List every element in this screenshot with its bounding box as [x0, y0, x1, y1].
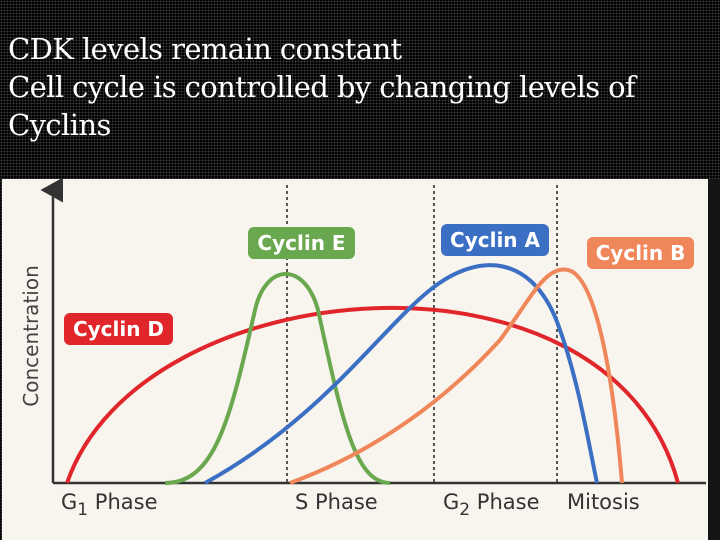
y-axis-label: Concentration [19, 265, 43, 407]
cyclin-e-label [248, 227, 355, 259]
cyclin-d-label [64, 313, 173, 345]
cyclin-a-label [441, 224, 549, 256]
cyclin-e-label-text: Cyclin E [257, 231, 346, 255]
cyclin-a-curve [205, 265, 597, 483]
title-line-2: Cell cycle is controlled by changing levels of [8, 70, 636, 104]
cyclin-b-label [587, 237, 694, 269]
phase-label-s: S Phase [295, 490, 378, 514]
phase-label-mitosis: Mitosis [567, 490, 640, 514]
title-line-1: CDK levels remain constant [8, 32, 402, 66]
cyclin-d-label-text: Cyclin D [72, 317, 165, 341]
phase-label-g2: $G_2$ Phase [443, 490, 540, 520]
title-line-3: Cyclins [8, 108, 111, 142]
cyclin-b-label-text: Cyclin B [595, 241, 686, 265]
phase-label-g1: $G_1$ Phase [61, 490, 158, 520]
cyclin-a-label-text: Cyclin A [450, 228, 540, 252]
